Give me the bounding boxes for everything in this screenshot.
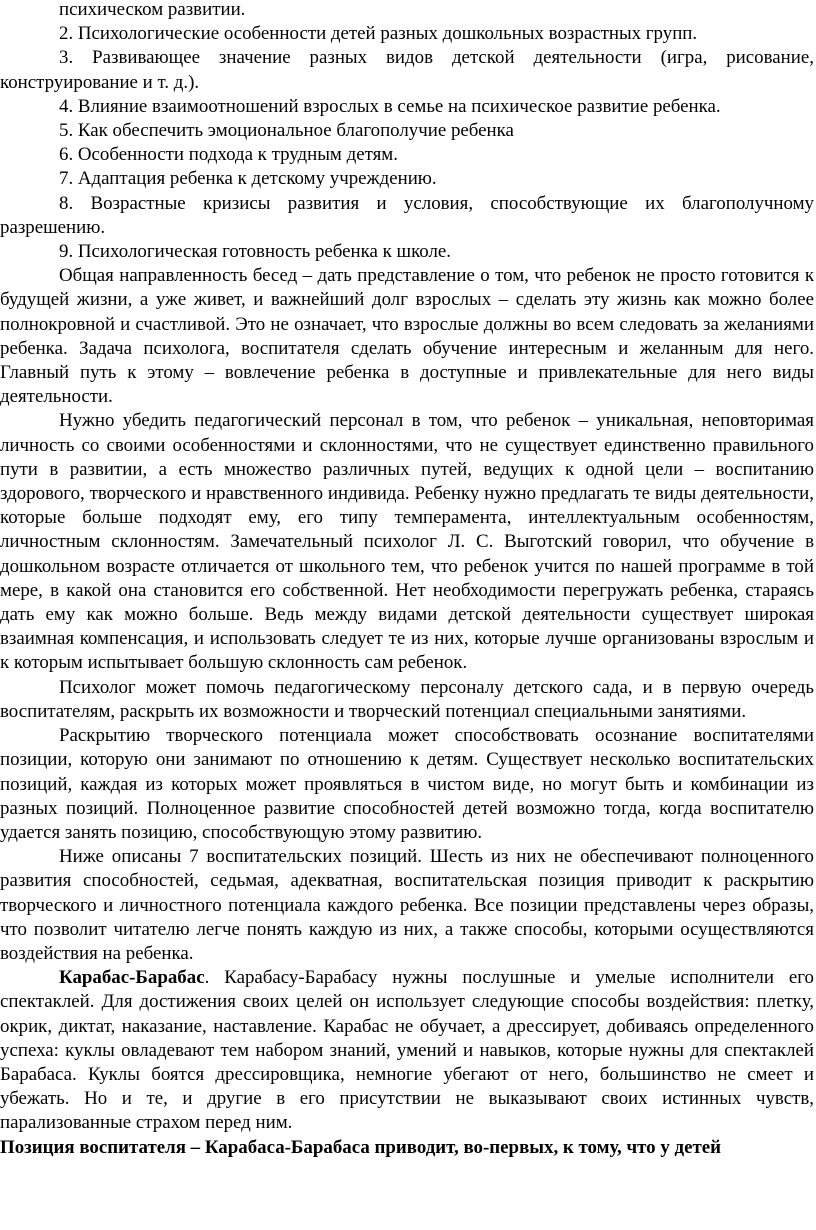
paragraph-psychologist-help: Психолог может помочь педагогическому персоналу детского сада, и в первую очередь воспитателям, раскрыть их возможности и творческий потенциал специальными занятиями. — [0, 676, 814, 722]
paragraph-seven-positions: Ниже описаны 7 воспитательских позиций. Шесть из них не обеспечивают полноценного развития способностей, седьмая, адекватная, воспитательская позиция приводит к раскрытию творческого и личностного потенциала каждого ребенка. Все позиции представлены через образы, что позволит читателю легче понять каждую из них, а также способы, которыми осуществляются воздействия на ребенка. — [0, 846, 814, 964]
karabas-text: . Карабасу-Барабасу нужны послушные и умелые исполнители его спектаклей. Для достижения своих целей он использует следующие способы воздействия: плетку, окрик, диктат, наказание, наставление. Карабас не обучает, а дрессирует, добиваясь определенного успеха: куклы овладевают тем набором знаний, умений и навыков, которые нужны для спектаклей Барабаса. Куклы боятся дрессировщика, немногие убегают от него, большинство не смеет и убежать. Но и те, и другие в его присутствии не выказывают своих истинных чувств, парализованные страхом перед ним. — [0, 967, 814, 1134]
list-item-9: 9. Психологическая готовность ребенка к школе. — [59, 241, 452, 263]
last-line-bold: Карабаса-Барабаса приводит, во-первых, к тому, что у детей — [204, 1136, 722, 1158]
list-item-6: 6. Особенности подхода к трудным детям. — [59, 144, 398, 166]
top-fragment: психическом развитии. — [59, 0, 246, 20]
list-item-4: 4. Влияние взаимоотношений взрослых в семье на психическое развитие ребенка. — [59, 95, 721, 117]
list-item-3: 3. Развивающее значение разных видов детской деятельности (игра, рисование, конструирование и т. д.). — [0, 47, 814, 93]
paragraph-creative-potential: Раскрытию творческого потенциала может способствовать осознание воспитателями позиции, которую они занимают по отношению к детям. Существует несколько воспитательских позиций, каждая из которых может проявляться в чистом виде, но могут быть и комбинации из разных позиций. Полноценное развитие способностей детей возможно тогда, когда воспитателю удается занять позицию, способствующую этому развитию. — [0, 725, 814, 843]
list-item-2: 2. Психологические особенности детей разных дошкольных возрастных групп. — [59, 23, 698, 45]
paragraph-general-direction: Общая направленность бесед – дать представление о том, что ребенок не просто готовится к будущей жизни, а уже живет, и важнейший долг взрослых – сделать эту жизнь как можно более полнокровной и счастливой. Это не означает, что взрослые должны во всем следовать за желаниями ребенка. Задача психолога, воспитателя сделать обучение интересным и желанным для него. Главный путь к этому – вовлечение ребенка в доступные и привлекательные для него виды деятельности. — [0, 265, 814, 408]
list-item-8: 8. Возрастные кризисы развития и условия, способствующие их благополучному разрешению. — [0, 192, 814, 238]
list-item-5: 5. Как обеспечить эмоциональное благополучие ребенка — [59, 120, 514, 142]
list-item-7: 7. Адаптация ребенка к детскому учреждению. — [59, 168, 437, 190]
karabas-title: Карабас-Барабас — [59, 967, 205, 989]
last-line — [0, 1136, 816, 1160]
paragraph-karabas — [0, 966, 816, 1135]
last-line-normal: Позиция воспитателя – — [0, 1136, 205, 1158]
paragraph-unique-personality: Нужно убедить педагогический персонал в том, что ребенок – уникальная, неповторимая личность со своими особенностями и склонностями, что не существует единственно правильного пути в развитии, а есть множество различных путей, ведущих к одной цели – воспитанию здорового, творческого и нравственного индивида. Ребенку нужно предлагать те виды деятельности, которые больше подходят ему, его типу темперамента, интеллектуальным особенностям, личностным склонностям. Замечательный психолог Л. С. Выготский говорил, что обучение в дошкольном возрасте отличается от школьного тем, что ребенок учится по нашей программе в той мере, в какой она становится его собственной. Нет необходимости перегружать ребенка, стараясь дать ему как можно больше. Ведь между видами детской деятельности существует широкая взаимная компенсация, и использовать следует те из них, которые лучше организованы взрослым и к которым испытывает большую склонность сам ребенок. — [0, 410, 814, 674]
